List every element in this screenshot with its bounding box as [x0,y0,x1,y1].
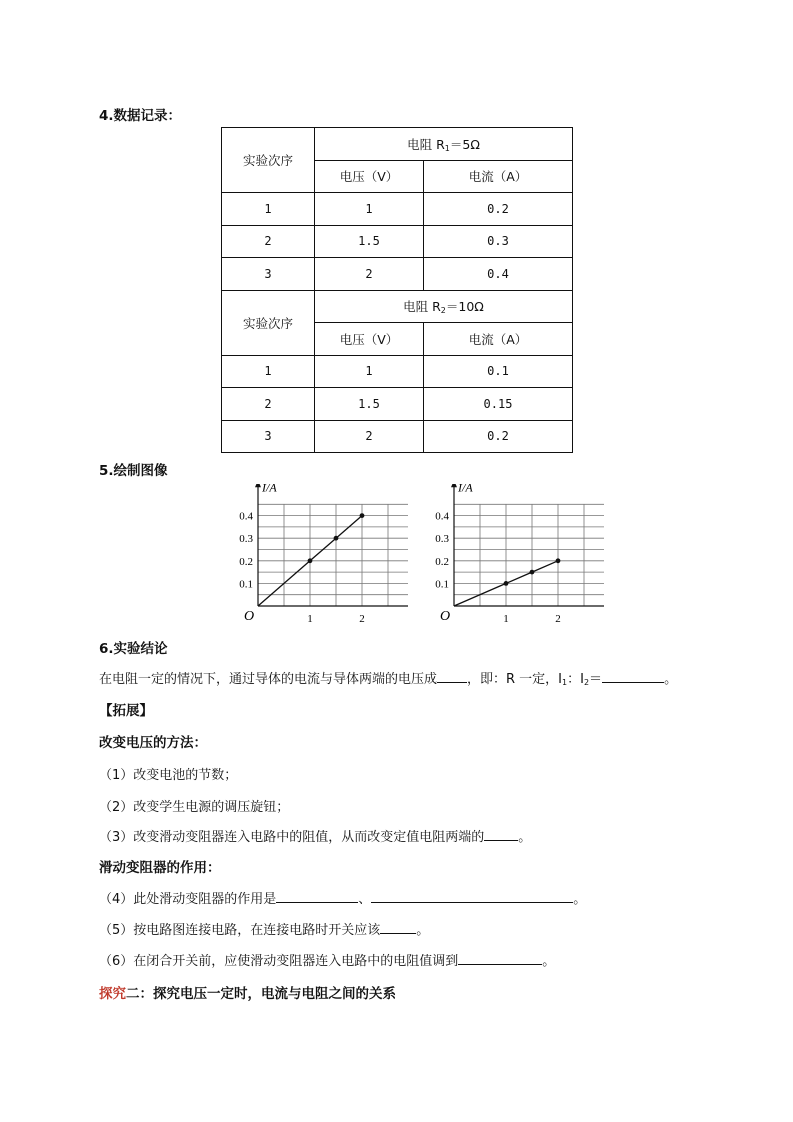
current-header: 电流（A） [424,323,573,356]
rheostat-item-6: （6）在闭合开关前，应使滑动变阻器连入电路中的电阻值调到 。 [99,954,556,969]
table-cell: 0.1 [424,355,573,388]
table-row [222,258,573,291]
table-row [222,128,573,161]
table-cell: 1.5 [315,225,424,258]
origin-label: O [440,609,451,624]
table-cell: 2 [222,388,315,421]
blank-role-1[interactable] [276,890,358,903]
blank-ratio[interactable] [602,670,664,683]
data-point [530,570,535,575]
seq-header: 实验次序 [222,128,315,193]
resistor-header-1: 电阻 $R_1=5\Omega$ [315,128,573,161]
blank-max[interactable] [458,952,542,965]
table-row [222,193,573,226]
data-point [360,513,365,518]
blank-switch[interactable] [380,921,416,934]
blank-voltage[interactable] [484,828,518,841]
y-axis-arrow [255,484,261,487]
table-row [222,420,573,453]
method-title: 改变电压的方法： [99,735,207,751]
table-cell: 0.15 [424,388,573,421]
chart-r2 [424,484,604,630]
table-cell: 1.5 [315,388,424,421]
data-point [334,536,339,541]
origin-label: O [244,609,255,624]
y-axis-arrow [451,484,457,487]
table-cell: 0.2 [424,193,573,226]
section-conclusion: 6.实验结论 [99,641,168,657]
y-tick-label: 0.3 [239,533,253,546]
rheostat-item-5: （5）按电路图连接电路，在连接电路时开关应该 。 [99,923,430,938]
table-row [222,290,573,323]
table-row [222,225,573,258]
seq-header: 实验次序 [222,290,315,355]
section-data-record: 4.数据记录： [99,108,182,124]
table-cell: 0.2 [424,420,573,453]
data-point [308,558,313,563]
y-tick-label: 0.4 [435,510,449,523]
method-item-1: （1）改变电池的节数； [99,768,238,783]
y-tick-label: 0.1 [435,578,449,591]
rheostat-item-4: （4）此处滑动变阻器的作用是 、 。 [99,892,587,907]
table-cell: 3 [222,420,315,453]
conclusion-text: 在电阻一定的情况下，通过导体的电流与导体两端的电压成 ，即：R 一定，$I_1$：$I_2=$ 。 [99,672,678,687]
table-cell: 1 [222,355,315,388]
y-tick-label: 0.2 [239,555,253,568]
current-header: 电流（A） [424,160,573,193]
y-axis-label: I/A [262,484,277,495]
table-cell: 0.4 [424,258,573,291]
chart-r1 [228,484,408,630]
data-point [556,558,561,563]
explore-two-title: 探究二：探究电压一定时，电流与电阻之间的关系 [99,986,396,1002]
y-axis-label: I/A [458,484,473,495]
x-tick-label: 2 [359,613,365,625]
table-cell: 2 [315,258,424,291]
table-cell: 1 [315,193,424,226]
data-table [221,127,573,453]
y-tick-label: 0.1 [239,578,253,591]
y-tick-label: 0.2 [435,555,449,568]
table-cell: 0.3 [424,225,573,258]
table-cell: 3 [222,258,315,291]
data-point [504,581,509,586]
blank-role-2[interactable] [371,890,573,903]
x-tick-label: 1 [307,613,313,625]
resistor-header-2: 电阻 $R_2=10\Omega$ [315,290,573,323]
table-cell: 2 [315,420,424,453]
table-cell: 1 [222,193,315,226]
blank-proportion[interactable] [437,670,467,683]
method-item-3: （3）改变滑动变阻器连入电路中的阻值，从而改变定值电阻两端的 。 [99,830,532,845]
expand-title: 【拓展】 [99,703,153,719]
table-cell: 1 [315,355,424,388]
voltage-header: 电压（V） [315,323,424,356]
x-tick-label: 2 [555,613,561,625]
rheostat-title: 滑动变阻器的作用： [99,860,221,876]
section-draw-graph: 5.绘制图像 [99,463,168,479]
x-tick-label: 1 [503,613,509,625]
voltage-header: 电压（V） [315,160,424,193]
table-row [222,388,573,421]
method-item-2: （2）改变学生电源的调压旋钮； [99,800,290,815]
table-row [222,355,573,388]
y-tick-label: 0.4 [239,510,253,523]
y-tick-label: 0.3 [435,533,449,546]
table-cell: 2 [222,225,315,258]
